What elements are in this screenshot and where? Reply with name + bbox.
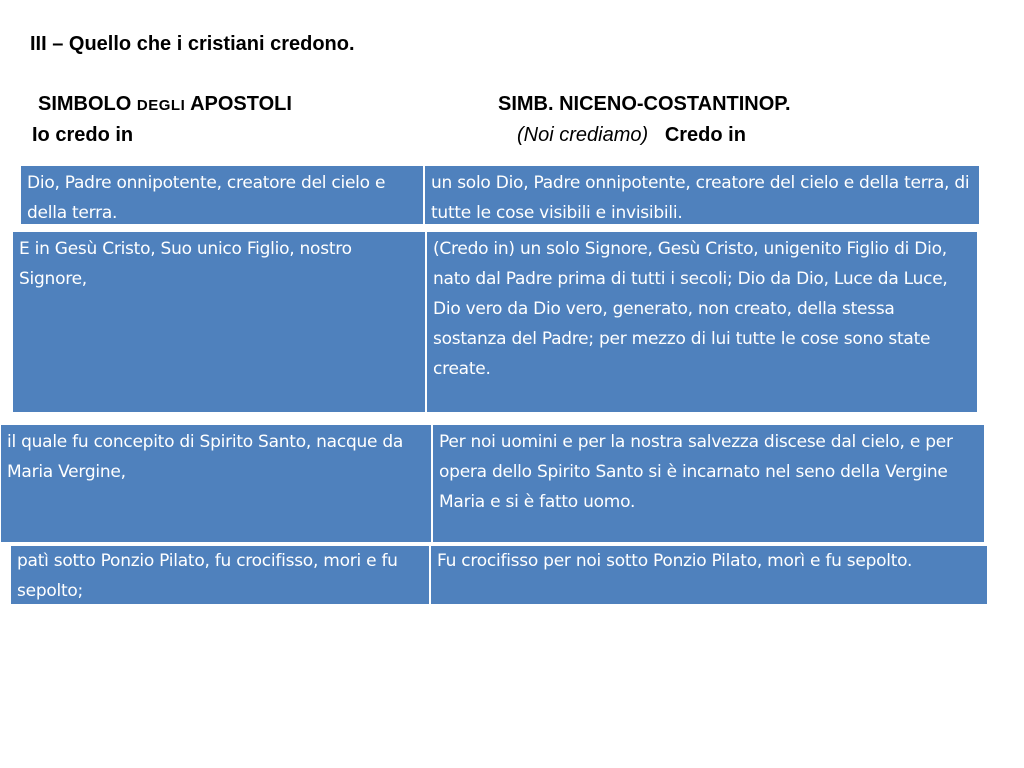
left-cell-text: E in Gesù Cristo, Suo unico Figlio, nostro Signore, xyxy=(19,239,352,289)
page-title: III – Quello che i cristiani credono. xyxy=(30,33,355,55)
right-cell xyxy=(426,231,978,413)
table-row xyxy=(10,545,988,605)
left-cell xyxy=(20,165,424,225)
right-credo-label: Credo in xyxy=(664,124,746,146)
right-cell xyxy=(424,165,980,225)
left-cell-text: il quale fu concepito di Spirito Santo, nacque da Maria Vergine, xyxy=(7,432,404,482)
right-cell-text: Fu crocifisso per noi sotto Ponzio Pilato, morì e fu sepolto. xyxy=(437,551,913,571)
left-cell xyxy=(0,424,432,543)
right-column-heading: SIMB. NICENO-COSTANTINOP. xyxy=(498,93,791,115)
table-row xyxy=(0,424,985,543)
right-cell-text: Per noi uomini e per la nostra salvezza discese dal cielo, e per opera dello Spirito Santo si è incarnato nel seno della Vergine Maria e si è fatto uomo. xyxy=(439,432,953,512)
simbolo-label: SIMBOLO xyxy=(38,93,132,115)
right-cell-text: (Credo in) un solo Signore, Gesù Cristo, unigenito Figlio di Dio, nato dal Padre prima di tutti i secoli; Dio da Dio, Luce da Luce, Dio vero da Dio vero, generato, non creato, della stessa sostanza del Padre; per mezzo di lui tutte le cose sono state create. xyxy=(433,239,948,379)
left-credo-label: Io credo in xyxy=(32,124,134,146)
noi-crediamo-label: (Noi crediamo) xyxy=(517,124,649,146)
left-cell xyxy=(10,545,430,605)
left-cell-text: Dio, Padre onnipotente, creatore del cielo e della terra. xyxy=(27,173,386,223)
apostoli-label: APOSTOLI xyxy=(190,93,292,115)
right-cell xyxy=(430,545,988,605)
right-cell xyxy=(432,424,985,543)
left-cell xyxy=(12,231,426,413)
right-credo-line xyxy=(517,124,746,147)
left-cell-text: patì sotto Ponzio Pilato, fu crocifisso, mori e fu sepolto; xyxy=(17,551,398,601)
right-cell-text: un solo Dio, Padre onnipotente, creatore del cielo e della terra, di tutte le cose visibili e invisibili. xyxy=(431,173,970,223)
table-row xyxy=(12,231,978,413)
left-column-heading xyxy=(38,93,292,116)
table-row xyxy=(20,165,980,225)
degli-label: DEGLI xyxy=(136,97,186,114)
